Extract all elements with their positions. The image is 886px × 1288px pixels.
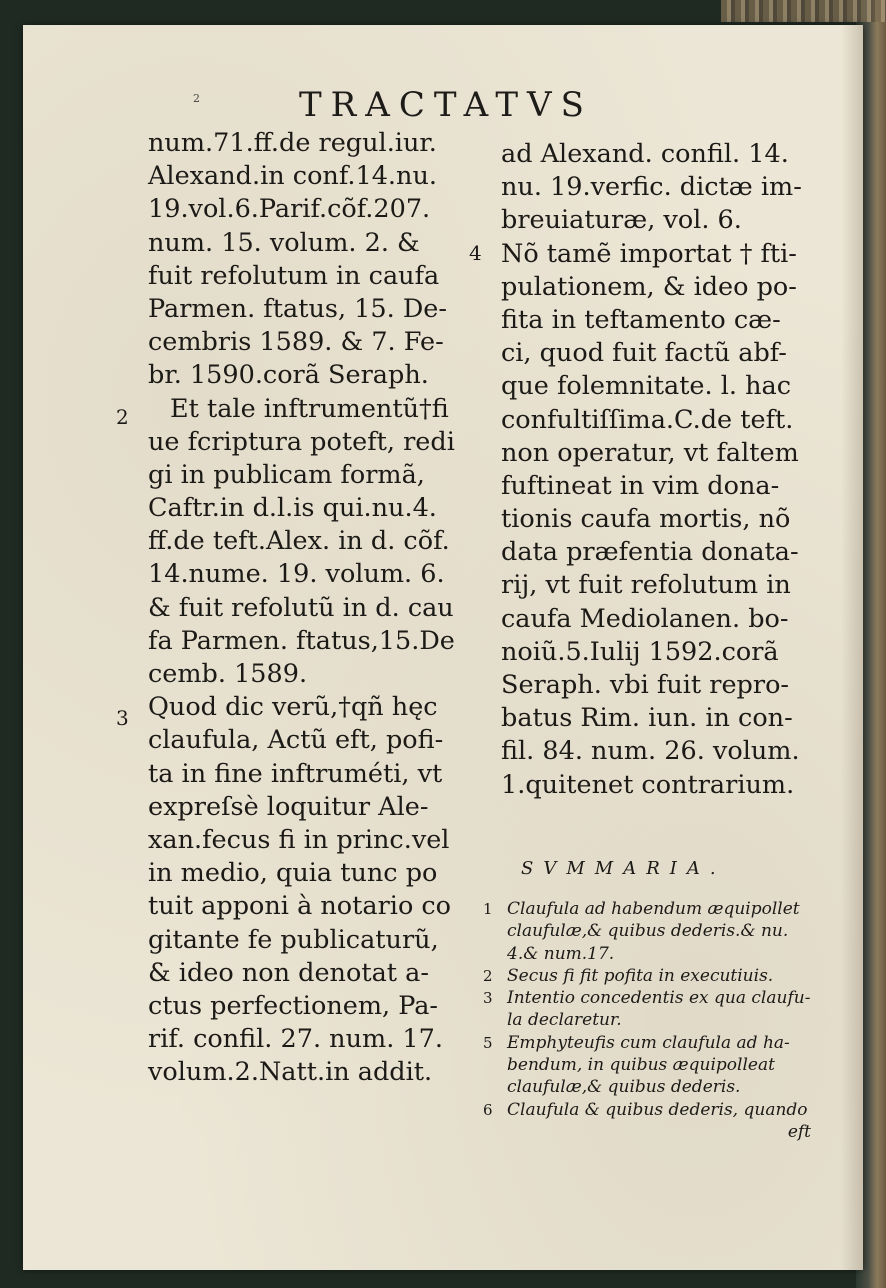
catchword: eft [787, 1121, 811, 1142]
text-line: caufa Mediolanen. bo- [501, 603, 789, 634]
text-line: data præfentia donata- [501, 537, 799, 568]
text-line: br. 1590.corã Seraph. [148, 360, 429, 391]
text-line: nu. 19.verfic. dictæ im- [501, 172, 802, 203]
summary-item-text: Claufula & quibus dederis, quando [507, 1099, 808, 1120]
text-line: ff.de teft.Alex. in d. cõf. [148, 526, 450, 557]
summary-item [483, 987, 833, 1009]
summary-item-text: Emphyteufis cum claufula ad ha- [507, 1032, 790, 1053]
summary-item-continuation [483, 1054, 833, 1076]
summary-item-continuation [483, 920, 833, 942]
text-line: noiũ.5.Iulij 1592.corã [501, 636, 779, 667]
text-line: expreſsè loquitur Ale- [148, 791, 429, 822]
summary-item-text: Secus fi fit pofita in executiuis. [507, 965, 774, 986]
book-page [23, 25, 863, 1270]
summary-item-continuation [483, 1076, 833, 1098]
text-line: gitante fe publicaturũ, [148, 924, 439, 955]
text-line: cembris 1589. & 7. Fe- [148, 327, 444, 358]
text-line: 14.nume. 19. volum. 6. [148, 559, 445, 590]
text-line: volum.2.Natt.in addit. [148, 1057, 433, 1088]
text-line: ue fcriptura poteft, redi [148, 426, 455, 457]
summary-item-text: la declaretur. [507, 1010, 622, 1031]
text-line: Parmen. ftatus, 15. De- [148, 293, 447, 324]
text-line: gi in publicam formã, [148, 459, 425, 490]
summary-item-number: 3 [483, 989, 493, 1008]
text-line: claufula, Actũ eft, pofi- [148, 725, 444, 756]
summary-item-continuation [483, 1009, 833, 1031]
text-line: Et tale inftrumentũ†fi [170, 393, 449, 424]
text-line: ad Alexand. confil. 14. [501, 139, 789, 169]
text-line: fuit refolutum in caufa [148, 260, 440, 291]
text-line: tuit apponi à notario co [148, 891, 452, 922]
summary-item-number: 6 [483, 1100, 493, 1119]
text-line: Nõ tamẽ importat † fti- [501, 238, 797, 269]
text-line: fuftineat in vim dona- [501, 470, 780, 501]
text-line: ci, quod fuit factũ abf- [501, 338, 787, 369]
margin-note-number: 2 [116, 405, 129, 429]
text-line: & ideo non denotat a- [148, 957, 429, 988]
summary-item-text: Claufula ad habendum æquipollet [507, 899, 800, 919]
text-line: 19.vol.6.Parif.cõf.207. [148, 194, 431, 225]
text-line: rij, vt fuit refolutum in [501, 570, 791, 601]
text-line: num. 15. volum. 2. & [148, 227, 420, 258]
text-line: Caftr.in d.l.is qui.nu.4. [148, 493, 437, 524]
summary-item [483, 1032, 833, 1054]
running-head: TRACTATVS [299, 85, 593, 125]
text-line: fa Parmen. ftatus,15.De [148, 625, 455, 656]
text-line: pulationem, & ideo po- [501, 271, 797, 302]
text-line: ctus perfectionem, Pa- [148, 990, 439, 1021]
text-line: xan.fecus fi in princ.vel [148, 824, 450, 855]
summary-item-text: 4.& num.17. [507, 943, 615, 964]
text-line: que folemnitate. l. hac [501, 371, 792, 402]
text-line: & fuit refolutũ in d. cau [148, 592, 454, 623]
summary-item-text: claufulæ,& quibus dederis.& nu. [507, 921, 789, 942]
text-line: Alexand.in conf.14.nu. [148, 161, 437, 192]
text-line: confultiſſima.C.de teft. [501, 404, 794, 435]
summary-item [483, 1099, 833, 1121]
text-line: num.71.ff.de regul.iur. [148, 128, 437, 158]
text-line: Seraph. vbi fuit repro- [501, 670, 790, 700]
text-line: non operatur, vt faltem [501, 437, 799, 468]
left-column [148, 127, 455, 1089]
text-line: ta in fine inftruméti, vt [148, 758, 443, 789]
summary-item-text: bendum, in quibus æquipolleat [507, 1055, 775, 1076]
summary-item-number: 2 [483, 966, 493, 985]
summary-item [483, 898, 833, 920]
summary-item-number: 5 [483, 1033, 493, 1052]
summary-item-text: Intentio concedentis ex qua claufu- [507, 988, 811, 1009]
text-line: rif. confil. 27. num. 17. [148, 1024, 443, 1055]
binding-cloth [721, 0, 886, 22]
text-line: cemb. 1589. [148, 659, 308, 689]
text-line: tionis caufa mortis, nõ [501, 504, 791, 535]
summary-item [483, 965, 833, 987]
text-line: Quod dic verũ,†qñ hęc [148, 692, 438, 723]
text-line: breuiaturæ, vol. 6. [501, 205, 742, 236]
page-gutter-shadow [841, 25, 863, 1270]
summary-item-text: claufulæ,& quibus dederis. [507, 1077, 741, 1098]
folio-number: 2 [193, 92, 200, 105]
text-line: fita in teftamento cæ- [501, 304, 781, 335]
text-line: 1.quitenet contrarium. [501, 769, 795, 800]
margin-note-number: 3 [116, 706, 129, 730]
text-line: in medio, quia tunc po [148, 858, 438, 889]
text-line: batus Rim. iun. in con- [501, 703, 793, 734]
text-line: fil. 84. num. 26. volum. [501, 736, 800, 767]
summary-item-continuation [483, 943, 833, 965]
summaria-heading: SVMMARIA. [521, 858, 726, 879]
margin-note-number: 4 [469, 241, 482, 265]
summaria-list [483, 898, 833, 1143]
summary-item-number: 1 [483, 900, 493, 918]
right-column [501, 138, 801, 802]
